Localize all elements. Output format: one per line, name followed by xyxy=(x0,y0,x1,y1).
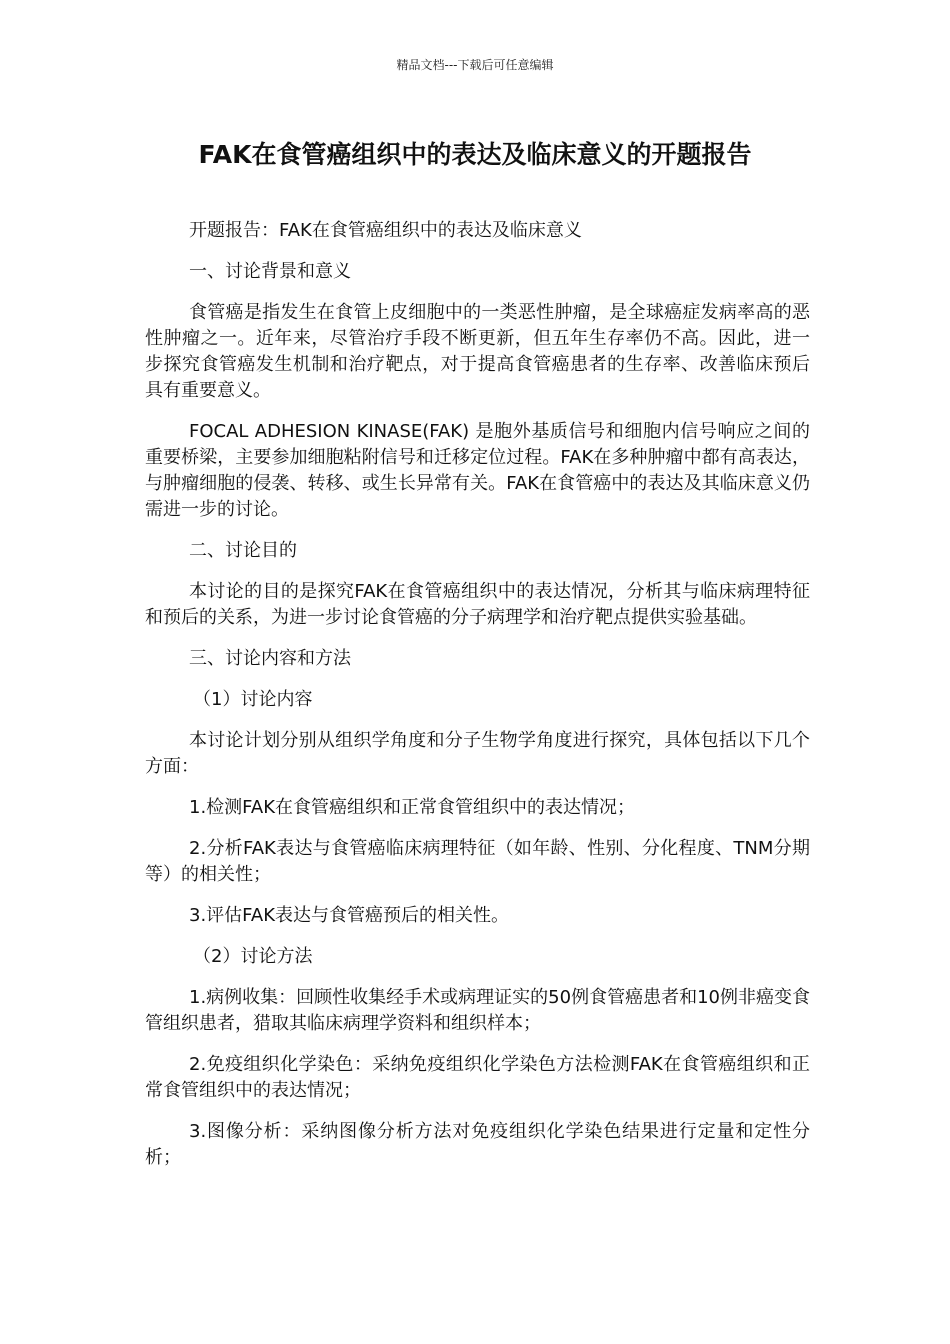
section-heading-background: 一、讨论背景和意义 xyxy=(189,261,351,282)
paragraph-content-intro: 本讨论计划分别从组织学角度和分子生物学角度进行探究，具体包括以下几个方面： xyxy=(145,730,810,777)
document-title: FAK在食管癌组织中的表达及临床意义的开题报告 xyxy=(198,140,752,169)
list-item-method-2: 2.免疫组织化学染色：采纳免疫组织化学染色方法检测FAK在食管癌组织和正常食管组织中的表达情况； xyxy=(145,1054,810,1101)
paragraph-intro: 开题报告：FAK在食管癌组织中的表达及临床意义 xyxy=(189,220,582,241)
subsection-heading-content: （1）讨论内容 xyxy=(193,689,313,710)
paragraph-background: 食管癌是指发生在食管上皮细胞中的一类恶性肿瘤，是全球癌症发病率高的恶性肿瘤之一。近年来，尽管治疗手段不断更新，但五年生存率仍不高。因此，进一步探究食管癌发生机制和治疗靶点，对于提高食管癌患者的生存率、改善临床预后具有重要意义。 xyxy=(145,302,810,401)
document-body xyxy=(145,218,810,1186)
list-item-method-3: 3.图像分析：采纳图像分析方法对免疫组织化学染色结果进行定量和定性分析； xyxy=(145,1121,810,1168)
list-item-content-3: 3.评估FAK表达与食管癌预后的相关性。 xyxy=(189,905,509,926)
list-item-content-1: 1.检测FAK在食管癌组织和正常食管组织中的表达情况； xyxy=(189,797,635,818)
section-heading-purpose: 二、讨论目的 xyxy=(189,540,297,561)
list-item-content-2: 2.分析FAK表达与食管癌临床病理特征（如年龄、性别、分化程度、TNM分期等）的相关性； xyxy=(145,838,810,885)
subsection-heading-methods: （2）讨论方法 xyxy=(193,946,313,967)
paragraph-fak: FOCAL ADHESION KINASE(FAK) 是胞外基质信号和细胞内信号响应之间的重要桥梁，主要参加细胞粘附信号和迁移定位过程。FAK在多种肿瘤中都有高表达，与肿瘤细胞的侵袭、转移、或生长异常有关。FAK在食管癌中的表达及其临床意义仍需进一步的讨论。 xyxy=(145,421,810,520)
section-heading-content-methods: 三、讨论内容和方法 xyxy=(189,648,351,669)
paragraph-purpose: 本讨论的目的是探究FAK在食管癌组织中的表达情况，分析其与临床病理特征和预后的关系，为进一步讨论食管癌的分子病理学和治疗靶点提供实验基础。 xyxy=(145,581,810,628)
list-item-method-1: 1.病例收集：回顾性收集经手术或病理证实的50例食管癌患者和10例非癌变食管组织患者，猎取其临床病理学资料和组织样本； xyxy=(145,987,810,1034)
page-header: 精品文档---下载后可任意编辑 xyxy=(396,58,554,72)
